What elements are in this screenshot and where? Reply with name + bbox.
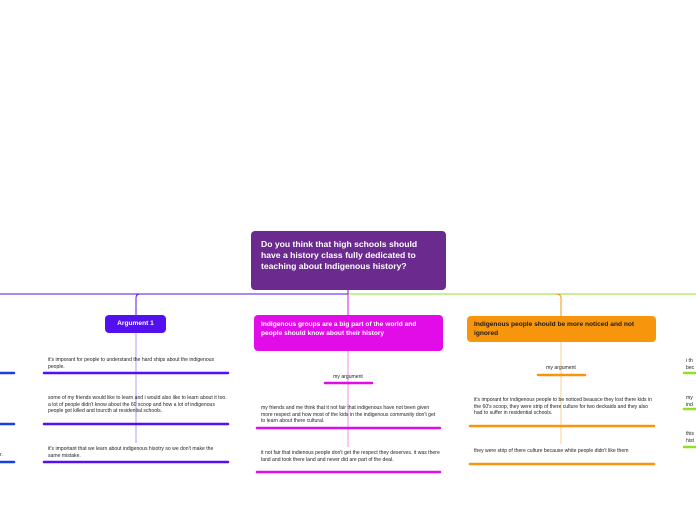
note-text: bec xyxy=(686,364,695,371)
topic-label: Indigenous people should be more noticed and not ignored xyxy=(474,321,635,337)
note-text: it's imporant for people to understand the hard ships about the indigenous people. xyxy=(48,357,215,370)
topic-indigenous-groups[interactable] xyxy=(254,315,443,351)
subtopic-my-argument[interactable] xyxy=(322,374,374,381)
central-topic[interactable] xyxy=(251,231,446,290)
topic-label: Argument 1 xyxy=(117,320,154,327)
note-text: some of my friends would like to learn and i would also like to learn about it too. a lot of people didn't know about the 60 scoop and how a lot of indigenous people got killed and tourcth at residential schools. xyxy=(48,395,227,415)
note-text: it's imporant for indigenous people to be noticed beausce they lost there kids in the 60's scoop, they were strip of there culture for two deckaids and they also had to suffer in residential schools. xyxy=(474,397,652,417)
note-text: my argument xyxy=(333,374,363,380)
note-text: my xyxy=(686,395,693,401)
note-text: my argument xyxy=(546,365,576,371)
note-text: it not fair that indienous people don't get the respect they deserves. it was there land and took there land and never did are part of the deal. xyxy=(261,450,440,463)
note-text: this xyxy=(686,431,694,437)
topic-argument-1[interactable] xyxy=(105,315,166,333)
noticed-drop xyxy=(556,294,561,316)
subtopic-note[interactable] xyxy=(256,450,442,465)
topic-label: Indigenous groups are a big part of the world and people should know about their history xyxy=(261,321,417,337)
subtopic-note[interactable] xyxy=(469,448,655,457)
note-text: ind xyxy=(686,401,693,408)
note-text: i th xyxy=(686,358,693,364)
note-text: my friends and me think that it not fair that indigenous have not been given more respect and how most of the kids in the indigenous community don't get to learn about there cultural. xyxy=(261,405,436,425)
note-text: they were strip of there culture because white people didn't like them xyxy=(474,448,629,454)
subtopic-my-argument[interactable] xyxy=(535,365,587,372)
argument-drop xyxy=(136,294,140,315)
note-text: r. xyxy=(0,452,3,458)
topic-more-noticed[interactable] xyxy=(467,316,656,342)
note-text: hist xyxy=(686,437,694,444)
subtopic-note[interactable] xyxy=(43,357,229,372)
note-text: it's important that we learn about indigenous hisotry so we don't make the same mistake. xyxy=(48,446,214,459)
subtopic-note[interactable] xyxy=(256,405,442,427)
clipped-note-right[interactable] xyxy=(686,358,696,371)
subtopic-note[interactable] xyxy=(469,397,655,419)
clipped-note-right[interactable] xyxy=(686,431,696,444)
clipped-note-right[interactable] xyxy=(686,395,696,408)
subtopic-note[interactable] xyxy=(43,395,229,417)
subtopic-note[interactable] xyxy=(43,446,229,461)
clipped-note-left[interactable] xyxy=(0,452,14,459)
central-topic-label: Do you think that high schools should have a history class fully dedicated to teaching about Indigenous history? xyxy=(261,239,418,271)
